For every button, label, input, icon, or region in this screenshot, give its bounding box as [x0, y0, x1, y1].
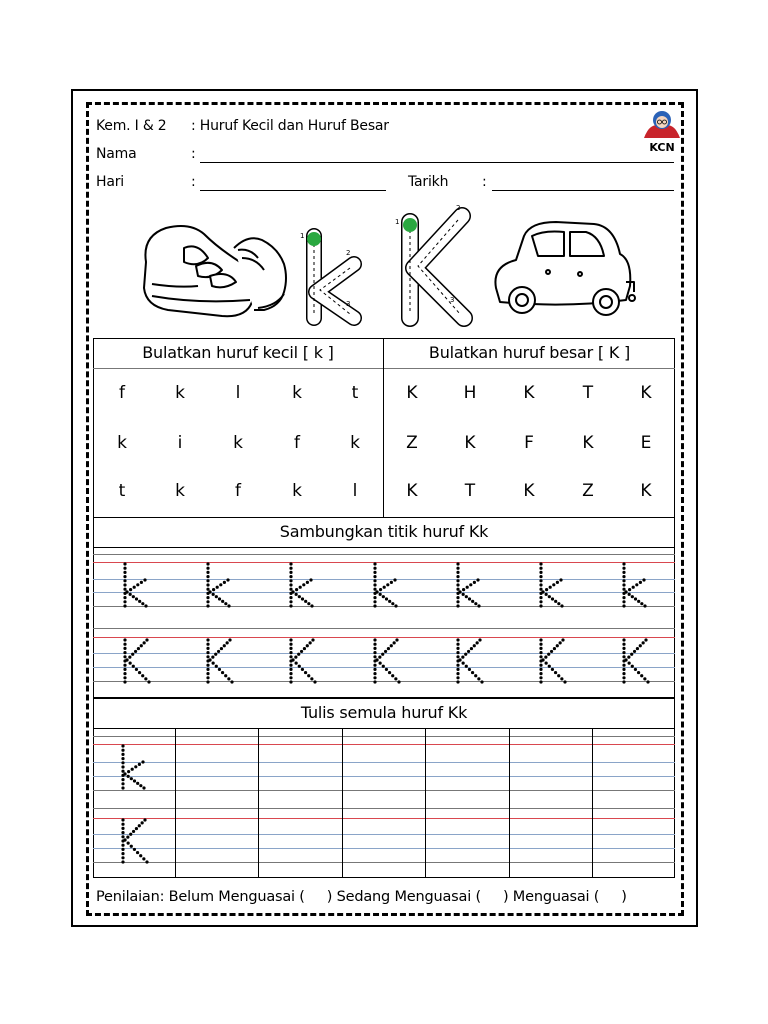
grid-letter[interactable]: K [406, 383, 418, 403]
stroke-num: 3 [450, 296, 455, 304]
stroke-num: 2 [456, 204, 461, 212]
date-label: Tarikh [408, 174, 449, 190]
trace-line [93, 554, 675, 555]
uppercase-circle-title: Bulatkan huruf besar [ K ] [428, 343, 631, 362]
dotted-uppercase-k [285, 636, 321, 688]
dotted-lowercase-k [618, 562, 654, 614]
name-colon: : [191, 146, 196, 162]
grid-letter[interactable]: t [351, 383, 359, 403]
grid-letter[interactable]: H [463, 383, 477, 403]
dotted-uppercase-k [452, 636, 488, 688]
write-box-divider [175, 728, 176, 878]
logo-text: KCN [649, 141, 675, 154]
grid-letter[interactable]: k [175, 383, 185, 403]
grid-letter[interactable]: E [640, 433, 652, 453]
grid-letter[interactable]: k [292, 383, 302, 403]
name-label: Nama [96, 146, 137, 162]
grid-letter[interactable]: l [235, 383, 241, 403]
write-area-uppercase[interactable] [200, 810, 670, 866]
dotted-uppercase-k [618, 636, 654, 688]
car-image [486, 216, 638, 330]
dotted-uppercase-k [202, 636, 238, 688]
grid-letter[interactable]: k [117, 433, 127, 453]
grid-letter[interactable]: Z [582, 481, 594, 501]
grid-letter[interactable]: k [292, 481, 302, 501]
dotted-lowercase-k [202, 562, 238, 614]
kcn-logo [640, 104, 684, 156]
grid-letter[interactable]: F [524, 433, 534, 453]
dotted-uppercase-k [535, 636, 571, 688]
table-column-divider [383, 338, 384, 518]
grid-letter[interactable]: i [177, 433, 183, 453]
trace-section-title: Sambungkan titik huruf Kk [279, 522, 489, 541]
grid-letter[interactable]: K [582, 433, 594, 453]
dotted-lowercase-k [369, 562, 405, 614]
dotted-uppercase-k [369, 636, 405, 688]
lowercase-k-tracing [292, 222, 372, 330]
grid-letter[interactable]: f [235, 481, 241, 501]
grid-letter[interactable]: K [523, 383, 535, 403]
topic-title: : Huruf Kecil dan Huruf Besar [191, 118, 389, 134]
grid-letter[interactable]: l [352, 481, 358, 501]
assessment-line: Penilaian: Belum Menguasai ( ) Sedang Menguasai ( ) Menguasai ( ) [96, 889, 627, 905]
dotted-lowercase-k [452, 562, 488, 614]
stroke-num: 2 [346, 249, 351, 257]
stroke-num: 1 [300, 232, 305, 240]
grid-letter[interactable]: k [350, 433, 360, 453]
uppercase-k-tracing [388, 202, 484, 330]
dotted-lowercase-k [119, 562, 155, 614]
date-field[interactable] [492, 190, 674, 191]
day-field[interactable] [200, 190, 386, 191]
stroke-num: 3 [346, 300, 351, 308]
write-area-lowercase[interactable] [200, 738, 670, 794]
write-line [93, 736, 675, 737]
grid-letter[interactable]: t [118, 481, 126, 501]
trace-line [93, 628, 675, 629]
shoes-image [138, 218, 290, 324]
dotted-lowercase-k [535, 562, 571, 614]
grid-letter[interactable]: T [582, 383, 594, 403]
grid-letter[interactable]: f [119, 383, 125, 403]
model-uppercase-k [117, 816, 153, 868]
grid-letter[interactable]: K [464, 433, 476, 453]
table-header-divider [93, 368, 675, 369]
name-field[interactable] [200, 162, 674, 163]
write-line [93, 808, 675, 809]
grid-letter[interactable]: f [294, 433, 300, 453]
grid-letter[interactable]: K [640, 481, 652, 501]
grid-letter[interactable]: T [464, 481, 476, 501]
stroke-num: 1 [395, 218, 400, 226]
grid-letter[interactable]: k [175, 481, 185, 501]
grid-letter[interactable]: Z [406, 433, 418, 453]
level-label: Kem. I & 2 [96, 118, 167, 134]
dotted-uppercase-k [119, 636, 155, 688]
day-label: Hari [96, 174, 124, 190]
grid-letter[interactable]: K [523, 481, 535, 501]
grid-letter[interactable]: k [233, 433, 243, 453]
date-colon: : [482, 174, 487, 190]
day-colon: : [191, 174, 196, 190]
grid-letter[interactable]: K [406, 481, 418, 501]
dotted-lowercase-k [285, 562, 321, 614]
lowercase-circle-title: Bulatkan huruf kecil [ k ] [142, 343, 334, 362]
rewrite-section-title: Tulis semula huruf Kk [300, 703, 468, 722]
grid-letter[interactable]: K [640, 383, 652, 403]
model-lowercase-k [117, 744, 153, 796]
